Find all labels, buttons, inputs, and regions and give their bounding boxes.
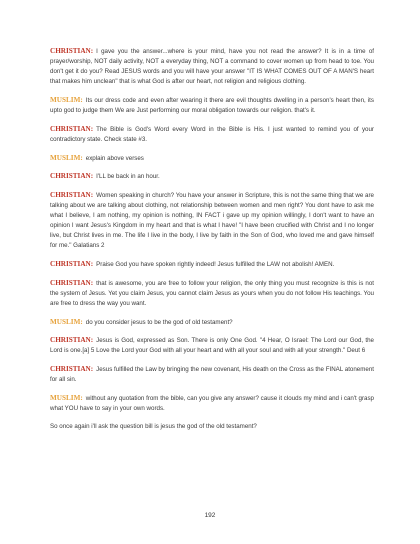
speaker-label: MUSLIM:: [50, 95, 83, 104]
speaker-label: CHRISTIAN:: [50, 336, 94, 345]
speaker-label: MUSLIM:: [50, 317, 83, 326]
speaker-label: CHRISTIAN:: [50, 278, 94, 287]
page-number: 192: [204, 512, 216, 519]
paragraph-text: I gave you the answer...where is your mind, have you not read the answer? It is in a time of prayer/worship, NOT daily activity, NOT a everyday thing, NOT a command to cover women up from head to toe. You don't get it do you? Read JESUS words and you will have your answer "IT IS WHAT COMES OUT OF A MAN'S heart that makes him unclean" that is what God is after our heart, not religion and religious clothing.: [50, 48, 374, 86]
speaker-label: CHRISTIAN:: [50, 260, 94, 269]
dialogue-paragraph: [50, 259, 374, 270]
speaker-label: MUSLIM:: [50, 393, 83, 402]
speaker-label: CHRISTIAN:: [50, 172, 94, 181]
dialogue-paragraph: [50, 95, 374, 116]
paragraph-text: The Bible is God's Word every Word in the Bible is His. I just wanted to remind you of your contradictory state. Check state #3.: [50, 125, 374, 143]
dialogue-paragraph: [50, 422, 374, 432]
paragraph-text: Jesus fulfilled the Law by bringing the new covenant, His death on the Cross as the FINAL atonement for all sin.: [50, 366, 374, 384]
paragraph-text: So once again i'll ask the question bill is jesus the god of the old testament?: [50, 422, 257, 430]
paragraph-text: that is awesome, you are free to follow your religion, the only thing you must recognize is this is not the system of Jesus. Yet you claim Jesus, you cannot claim Jesus as yours when you do not follow His teachings. You are free to dress the way you want.: [50, 279, 374, 307]
paragraph-text: Women speaking in church? You have your answer in Scripture, this is not the same thing that we are talking about we are talking about clothing, not relationship between women and men right? You dont have to ask me what I believe, I am nothing, my opinion is nothing, IN FACT i gave up my opinion willingly, I don't want to have an opinion I want Jesus's Kingdom in my heart and that is what I have! "I have been crucified with Christ and I no longer live, but Christ lives in me. The life I live in the body, I live by faith in the Son of God, who loved me and gave himself for me." Galatians 2: [50, 191, 374, 250]
paragraph-text: without any quotation from the bible, can you give any answer? cause it clouds my mind and i can't grasp what YOU have to say in your own words.: [50, 394, 374, 412]
paragraph-text: Its our dress code and even after wearing it there are evil thoughts dwelling in a person's heart then, its upto god to judge them We are Just performing our moral obligation towards our religion. that's it.: [50, 96, 374, 115]
dialogue-body: [50, 46, 374, 439]
dialogue-paragraph: [50, 153, 374, 164]
dialogue-paragraph: [50, 46, 374, 87]
dialogue-paragraph: [50, 124, 374, 145]
dialogue-paragraph: [50, 335, 374, 356]
dialogue-paragraph: [50, 190, 374, 252]
dialogue-paragraph: [50, 393, 374, 414]
paragraph-text: do you consider jesus to be the god of old testament?: [85, 318, 233, 326]
speaker-label: CHRISTIAN:: [50, 124, 94, 133]
paragraph-text: explain above verses: [85, 154, 144, 162]
speaker-label: CHRISTIAN:: [50, 190, 94, 199]
speaker-label: CHRISTIAN:: [50, 47, 94, 55]
dialogue-paragraph: [50, 364, 374, 385]
paragraph-text: I'LL be back in an hour.: [96, 173, 160, 181]
dialogue-paragraph: [50, 317, 374, 328]
speaker-label: CHRISTIAN:: [50, 365, 94, 374]
dialogue-paragraph: [50, 171, 374, 182]
paragraph-text: Praise God you have spoken rightly indeed! Jesus fulfilled the LAW not abolish! AMEN.: [96, 261, 335, 269]
paragraph-text: Jesus is God, expressed as Son. There is only One God. "4 Hear, O Israel: The Lord our God, the Lord is one.[a] 5 Love the Lord your God with all your heart and with all your soul and with all your strength." Deut 6: [50, 337, 374, 355]
dialogue-paragraph: [50, 278, 374, 309]
speaker-label: MUSLIM:: [50, 153, 83, 162]
